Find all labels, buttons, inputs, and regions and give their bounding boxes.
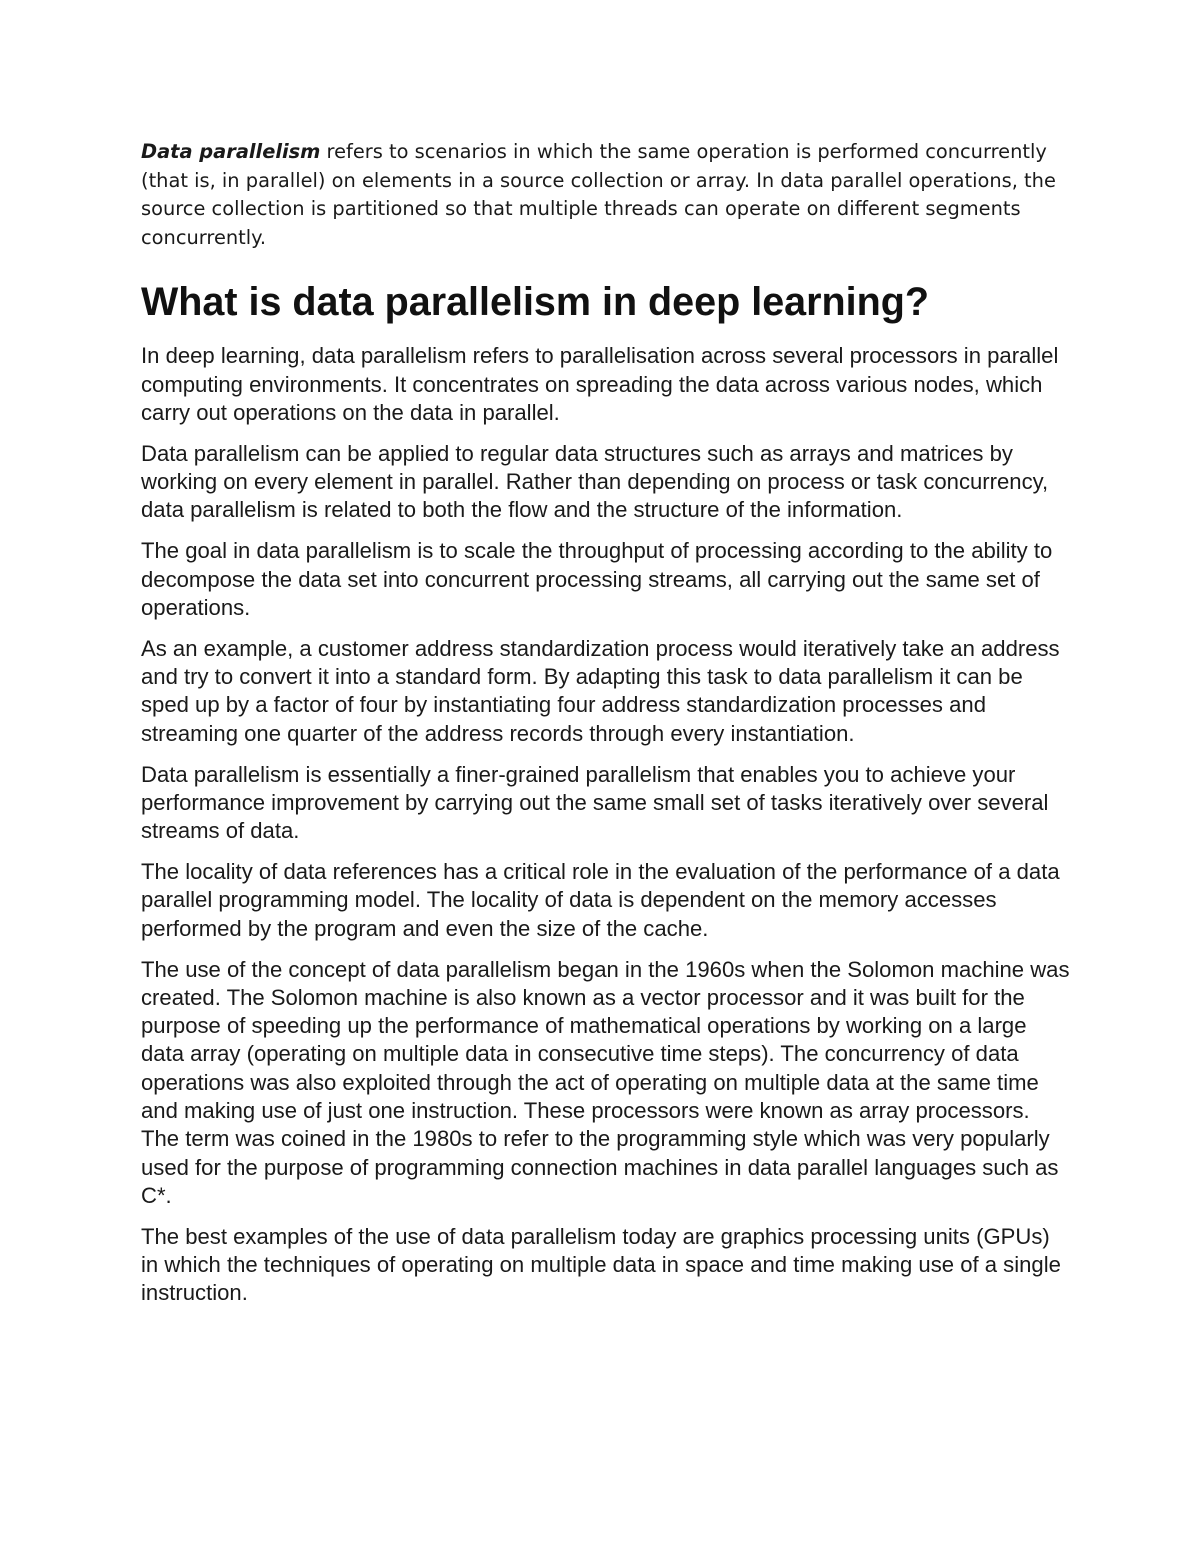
body-paragraph-5: Data parallelism is essentially a finer-grained parallelism that enables you to achieve your performance improvement by carrying out the same small set of tasks iteratively over several streams of data. (141, 761, 1049, 844)
body-paragraph-2: Data parallelism can be applied to regular data structures such as arrays and matrices by working on every element in parallel. Rather than depending on process or task concurrency, data parallelism is related to both the flow and the structure of the information. (141, 440, 1049, 523)
body-paragraph-6: The locality of data references has a critical role in the evaluation of the performance of a data parallel programming model. The locality of data is dependent on the memory accesses performed by the program and even the size of the cache. (141, 859, 1060, 941)
section-heading: What is data parallelism in deep learning? (141, 280, 929, 325)
body-paragraph-3: The goal in data parallelism is to scale the throughput of processing according to the ability to decompose the data set into concurrent processing streams, all carrying out the same set of operations. (141, 538, 1053, 620)
intro-term: Data parallelism (141, 140, 321, 163)
body-paragraph-8: The best examples of the use of data parallelism today are graphics processing units (GPUs) in which the techniques of operating on multiple data in space and time making use of a single instruction. (141, 1223, 1061, 1306)
document-page (141, 138, 1071, 1320)
intro-text: refers to scenarios in which the same operation is performed concurrently (that is, in parallel) on elements in a source collection or array. In data parallel operations, the source collection is partitioned so that multiple threads can operate on different segments concurrently. (141, 140, 1056, 249)
body-paragraph-1: In deep learning, data parallelism refers to parallelisation across several processors in parallel computing environments. It concentrates on spreading the data across various nodes, which carry out operations on the data in parallel. (141, 343, 1059, 425)
body-paragraph-4: As an example, a customer address standardization process would iteratively take an address and try to convert it into a standard form. By adapting this task to data parallelism it can be sped up by a factor of four by instantiating four address standardization processes and streaming one quarter of the address records through every instantiation. (141, 635, 1060, 746)
body-paragraph-7: The use of the concept of data parallelism began in the 1960s when the Solomon machine was created. The Solomon machine is also known as a vector processor and it was built for the purpose of speeding up the performance of mathematical operations by working on a large data array (operating on multiple data in consecutive time steps). The concurrency of data operations was also exploited through the act of operating on multiple data at the same time and making use of just one instruction. These processors were known as array processors. The term was coined in the 1980s to refer to the programming style which was very popularly used for the purpose of programming connection machines in data parallel languages such as C*. (141, 956, 1070, 1208)
intro-paragraph (141, 138, 1071, 252)
